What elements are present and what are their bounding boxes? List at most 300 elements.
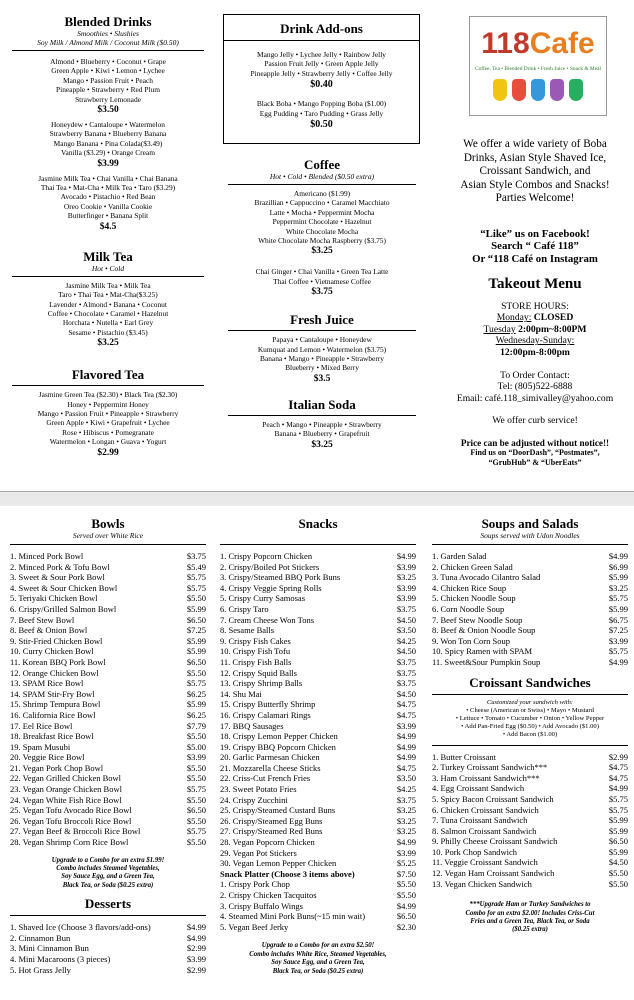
flavor-line: Peach • Mango • Pineapple • Strawberry bbox=[262, 419, 382, 429]
menu-item bbox=[220, 922, 416, 933]
item-price: $6.50 bbox=[396, 911, 416, 922]
item-name: 22. Vegan Grilled Chicken Bowl bbox=[10, 773, 122, 784]
item-name: 16. Crispy Calamari Rings bbox=[220, 709, 311, 720]
item-name: 7. Tuna Croissant Sandwich bbox=[432, 815, 528, 826]
item-price: $3.75 bbox=[396, 603, 416, 614]
item-price: $2.99 bbox=[186, 943, 206, 954]
flavor-line: Strawberry Banana • Blueberry Banana bbox=[49, 129, 167, 139]
item-name: 13. Crispy Shrimp Balls bbox=[220, 678, 303, 689]
menu-item bbox=[10, 731, 206, 742]
phone-number[interactable]: Tel: (805)522-6888 bbox=[497, 381, 573, 393]
flavor-line: Watermelon • Longan • Guava • Yogurt bbox=[49, 437, 167, 447]
menu-item bbox=[432, 773, 628, 784]
menu-item bbox=[432, 836, 628, 847]
item-price: $4.99 bbox=[396, 837, 416, 848]
item-price: $4.75 bbox=[396, 709, 416, 720]
delivery-apps-line-2: “GrubHub” & “UberEats” bbox=[488, 457, 582, 467]
item-price: $3.99 bbox=[608, 635, 628, 646]
item-name: 1. Garden Salad bbox=[432, 551, 487, 561]
item-name: 11. Korean BBQ Pork Bowl bbox=[10, 656, 106, 667]
item-price: $3.99 bbox=[396, 847, 416, 858]
flavor-line: Vanilla ($3.29) • Orange Cream bbox=[61, 148, 155, 158]
menu-item bbox=[432, 879, 628, 890]
item-name: 9. Crispy Fish Cakes bbox=[220, 635, 291, 646]
menu-item bbox=[432, 625, 628, 636]
item-name: 12. Orange Chicken Bowl bbox=[10, 667, 99, 678]
item-price: $5.50 bbox=[186, 773, 206, 784]
flavor-line: Honey • Peppermint Honey bbox=[67, 399, 149, 409]
menu-item bbox=[432, 847, 628, 858]
fresh-juice-title: Fresh Juice bbox=[290, 312, 354, 328]
item-price: $5.50 bbox=[186, 731, 206, 742]
item-name: 18. Crispy Lemon Pepper Chicken bbox=[220, 731, 338, 742]
customize-line: • Cheese (American or Swiss) • Mayo • Mustard bbox=[466, 706, 594, 714]
item-price: $5.99 bbox=[608, 572, 628, 583]
bowls-subtitle: Served over White Rice bbox=[72, 531, 144, 540]
menu-item bbox=[432, 868, 628, 879]
item-price: $5.99 bbox=[608, 825, 628, 836]
blended-drinks-subtitle: Smoothies • Slushies bbox=[77, 29, 139, 38]
divider bbox=[12, 50, 204, 51]
item-price: $4.50 bbox=[396, 614, 416, 625]
item-price: $5.00 bbox=[186, 741, 206, 752]
croissant-combo-note bbox=[432, 901, 628, 935]
menu-item bbox=[220, 721, 416, 732]
item-price: $2.30 bbox=[396, 921, 416, 932]
soups-column bbox=[432, 516, 628, 935]
intro-line: We offer a wide variety of Boba bbox=[463, 138, 607, 150]
item-name: 19. Crispy BBQ Popcorn Chicken bbox=[220, 741, 336, 752]
item-price: $5.50 bbox=[186, 837, 206, 848]
drinks-menu-page bbox=[0, 0, 634, 492]
item-price: $3.99 bbox=[396, 720, 416, 731]
fresh-juice-price: $3.5 bbox=[313, 373, 331, 384]
item-price: $6.99 bbox=[608, 561, 628, 572]
snacks-column bbox=[220, 516, 416, 976]
milk-tea-flavors bbox=[6, 281, 210, 337]
flavor-line: Mango • Passion Fruit • Pineapple • Strawberry bbox=[37, 408, 179, 418]
item-price: $5.50 bbox=[186, 794, 206, 805]
item-name: 9. Philly Cheese Croissant Sandwich bbox=[432, 836, 558, 847]
item-price: $3.99 bbox=[396, 582, 416, 593]
item-name: 8. Salmon Croissant Sandwich bbox=[432, 825, 537, 836]
item-name: 4. Crispy Veggie Spring Rolls bbox=[220, 582, 322, 593]
item-name: 6. Chicken Croissant Sandwich bbox=[432, 804, 539, 815]
item-price: $4.75 bbox=[396, 762, 416, 773]
item-price: $5.50 bbox=[396, 890, 416, 900]
menu-item bbox=[432, 593, 628, 604]
bowls-list bbox=[10, 551, 206, 848]
menu-item bbox=[220, 593, 416, 604]
email-address[interactable]: Email: café.118_simivalley@yahoo.com bbox=[456, 392, 614, 404]
menu-item bbox=[432, 615, 628, 626]
item-name: 11. Veggie Croissant Sandwich bbox=[432, 857, 538, 868]
flavor-line: Mango • Passion Fruit • Peach bbox=[63, 75, 153, 85]
item-name: 3. Tuna Avocado Cilantro Salad bbox=[432, 572, 541, 583]
item-name: 21. Mozzarella Cheese Sticks bbox=[220, 762, 321, 773]
italian-soda-price: $3.25 bbox=[311, 439, 333, 450]
divider bbox=[432, 745, 628, 746]
menu-item bbox=[10, 593, 206, 604]
left-drinks-column bbox=[6, 14, 210, 463]
item-price: $6.75 bbox=[608, 614, 628, 625]
item-name: 4. Sweet & Sour Chicken Bowl bbox=[10, 582, 118, 593]
croissant-title: Croissant Sandwiches bbox=[469, 674, 591, 690]
menu-item bbox=[220, 795, 416, 806]
note-line: Upgrade to a Combo for an extra $2.50! bbox=[261, 942, 375, 950]
flavor-line: Green Apple • Kiwi • Lemon • Lychee bbox=[51, 66, 165, 76]
menu-item bbox=[10, 943, 206, 954]
flavor-line: Jasmine Milk Tea • Milk Tea bbox=[65, 280, 151, 290]
item-price: $7.25 bbox=[608, 625, 628, 636]
item-name: 1. Crispy Pork Chop bbox=[220, 879, 290, 890]
soups-subtitle: Soups served with Udon Noodles bbox=[480, 531, 580, 540]
flavor-line: Papaya • Cantaloupe • Honeydew bbox=[272, 335, 372, 345]
item-price: $5.75 bbox=[608, 593, 628, 604]
menu-item bbox=[432, 815, 628, 826]
menu-item bbox=[220, 858, 416, 869]
blended-group-3 bbox=[6, 174, 210, 221]
item-name: 11. Sweet&Sour Pumpkin Soup bbox=[432, 656, 541, 667]
item-name: 14. SPAM Stir-Fry Bowl bbox=[10, 688, 95, 699]
menu-item bbox=[220, 572, 416, 583]
desserts-list bbox=[10, 922, 206, 975]
divider bbox=[228, 415, 416, 416]
menu-item bbox=[220, 678, 416, 689]
item-price: $6.50 bbox=[186, 656, 206, 667]
divider bbox=[228, 330, 416, 331]
item-name: 20. Veggie Rice Bowl bbox=[10, 752, 85, 763]
item-price: $3.99 bbox=[396, 593, 416, 604]
flavor-line: Americano ($1.99) bbox=[293, 189, 351, 198]
menu-item bbox=[432, 636, 628, 647]
item-price: $3.50 bbox=[396, 625, 416, 636]
flavor-line: Horchata • Nutella • Earl Grey bbox=[62, 318, 154, 328]
coffee-subtitle: Hot • Cold • Blended ($0.50 extra) bbox=[269, 172, 375, 181]
menu-item bbox=[220, 816, 416, 827]
addon-line: Passion Fruit Jelly • Green Apple Jelly bbox=[264, 59, 379, 69]
notice bbox=[440, 438, 630, 468]
item-name: 4. Egg Croissant Sandwich bbox=[432, 783, 525, 794]
flavor-line: Kumquat and Lemon • Watermelon ($3.75) bbox=[257, 344, 387, 354]
coffee-list-1 bbox=[222, 189, 422, 245]
delivery-apps-line-1: Find us on “DoorDash”, “Postmates”, bbox=[470, 448, 600, 458]
divider bbox=[224, 40, 419, 41]
item-name: 5. Chicken Noodle Soup bbox=[432, 593, 516, 604]
item-name: 12. Vegan Ham Croissant Sandwich bbox=[432, 868, 555, 879]
flavor-line: Almond • Blueberry • Coconut • Grape bbox=[50, 57, 166, 66]
item-price: $5.99 bbox=[186, 635, 206, 646]
item-price: $5.50 bbox=[396, 879, 416, 890]
menu-item bbox=[10, 615, 206, 626]
menu-item bbox=[220, 837, 416, 848]
item-name: 3. Mini Cinnamon Bun bbox=[10, 943, 89, 954]
menu-item bbox=[220, 784, 416, 795]
page-gap bbox=[0, 492, 634, 506]
item-name: 2. Turkey Croissant Sandwich*** bbox=[432, 762, 548, 773]
menu-item bbox=[10, 678, 206, 689]
menu-item bbox=[10, 795, 206, 806]
store-hours-title: STORE HOURS: bbox=[501, 301, 569, 312]
item-name: 1. Crispy Popcorn Chicken bbox=[220, 551, 313, 561]
cup-icon bbox=[569, 79, 583, 101]
item-name: 1. Shaved Ice (Choose 3 flavors/add-ons) bbox=[10, 922, 151, 933]
blended-group-2-price: $3.99 bbox=[97, 158, 119, 169]
snacks-list bbox=[220, 551, 416, 869]
intro-line: Asian Style Combos and Snacks! bbox=[460, 178, 610, 191]
divider bbox=[12, 276, 204, 277]
item-name: 26. Crispy/Steamed Egg Buns bbox=[220, 815, 323, 826]
customize-line: • Lettuce • Tomato • Cucumber • Onion • Yellow Pepper bbox=[455, 714, 605, 722]
hours-value: 2:00pm~8:00PM bbox=[515, 323, 587, 335]
item-name: 11. Crispy Fish Balls bbox=[220, 656, 292, 667]
menu-item bbox=[10, 933, 206, 944]
flavored-tea-title: Flavored Tea bbox=[71, 367, 145, 383]
item-price: $3.25 bbox=[396, 826, 416, 837]
menu-item bbox=[10, 646, 206, 657]
facebook-like-link[interactable]: “Like” us on Facebook! bbox=[480, 227, 590, 240]
menu-item bbox=[10, 826, 206, 837]
item-name: 4. Mini Macaroons (3 pieces) bbox=[10, 954, 111, 965]
item-name: 8. Beef & Onion Noodle Soup bbox=[432, 625, 536, 636]
soups-list bbox=[432, 551, 628, 668]
bowls-title: Bowls bbox=[91, 516, 125, 531]
item-name: 3. Ham Croissant Sandwich*** bbox=[432, 772, 540, 783]
item-price: $5.99 bbox=[186, 646, 206, 657]
note-line: Fries and a Green Tea, Black Tea, or Soda bbox=[470, 918, 590, 926]
croissant-customize bbox=[432, 699, 628, 740]
item-price: $4.99 bbox=[396, 731, 416, 742]
item-name: 17. Eel Rice Bowl bbox=[10, 720, 73, 731]
note-line: Combo includes Steamed Vegetables, bbox=[56, 865, 160, 873]
croissant-list bbox=[432, 752, 628, 890]
item-name: 3. Crispy Buffalo Wings bbox=[220, 900, 303, 911]
item-price: $4.99 bbox=[396, 551, 416, 561]
menu-item bbox=[220, 901, 416, 912]
hours-weekend-label: Wednesday-Sunday: bbox=[495, 335, 575, 347]
item-price: $4.99 bbox=[186, 922, 206, 933]
flavor-line: Latte • Mocha • Peppermint Mocha bbox=[269, 207, 375, 217]
item-price: $5.50 bbox=[186, 815, 206, 826]
item-name: 16. California Rice Bowl bbox=[10, 709, 96, 720]
hours-value: CLOSED bbox=[531, 312, 574, 324]
divider bbox=[10, 544, 206, 545]
item-name: 10. Spicy Ramen with SPAM bbox=[432, 646, 533, 657]
flavor-line: Banana • Mango • Pineapple • Strawberry bbox=[260, 354, 384, 364]
flavor-line: White Chocolate Mocha Raspberry ($3.75) bbox=[258, 236, 386, 246]
note-line: ***Upgrade Ham or Turkey Sandwiches to bbox=[469, 901, 591, 909]
menu-item bbox=[432, 604, 628, 615]
item-price: $5.99 bbox=[608, 846, 628, 857]
menu-item bbox=[10, 773, 206, 784]
addon-line: Black Boba • Mango Popping Boba ($1.00) bbox=[256, 99, 387, 109]
snacks-title: Snacks bbox=[298, 516, 338, 531]
item-name: 8. Beef & Onion Bowl bbox=[10, 625, 88, 636]
addon-line: Egg Pudding • Taro Pudding • Grass Jelly bbox=[259, 108, 384, 118]
item-name: 2. Crispy/Boiled Pot Stickers bbox=[220, 561, 320, 572]
addons-jelly-price: $0.40 bbox=[310, 79, 333, 91]
addons-jelly-list bbox=[224, 50, 419, 78]
menu-item bbox=[220, 879, 416, 890]
divider bbox=[220, 544, 416, 545]
item-price: $5.99 bbox=[608, 815, 628, 826]
menu-item bbox=[220, 699, 416, 710]
item-price: $5.50 bbox=[186, 667, 206, 678]
menu-item bbox=[220, 604, 416, 615]
item-price: $4.25 bbox=[396, 784, 416, 795]
flavor-line: Banana • Blueberry • Grapefruit bbox=[274, 429, 370, 439]
menu-item bbox=[220, 636, 416, 647]
item-name: 9. Stir-Fried Chicken Bowl bbox=[10, 635, 103, 646]
flavor-line: Lavender • Almond • Banana • Coconut bbox=[49, 299, 167, 309]
contact-info bbox=[440, 370, 630, 404]
menu-item bbox=[220, 657, 416, 668]
item-name: 10. Curry Chicken Bowl bbox=[10, 646, 94, 657]
price-notice: Price can be adjusted without notice!! bbox=[460, 437, 610, 448]
customize-line: • Add Bacon ($1.00) bbox=[502, 731, 558, 739]
milk-tea-subtitle: Hot • Cold bbox=[91, 263, 125, 273]
item-name: 3. Crispy/Steamed BBQ Pork Buns bbox=[220, 572, 341, 583]
note-line: Soy Sauce Egg, and a Green Tea, bbox=[61, 873, 155, 881]
menu-item bbox=[10, 668, 206, 679]
item-name: Snack Platter (Choose 3 items above) bbox=[220, 868, 355, 879]
item-name: 15. Shrimp Tempura Bowl bbox=[10, 699, 101, 710]
menu-item bbox=[220, 911, 416, 922]
item-name: 15. Crispy Butterfly Shrimp bbox=[220, 699, 316, 710]
item-price: $4.99 bbox=[186, 932, 206, 943]
item-price: $4.75 bbox=[608, 762, 628, 773]
intro-line: Parties Welcome! bbox=[495, 192, 575, 204]
item-name: 30. Vegan Lemon Pepper Chicken bbox=[220, 858, 337, 869]
item-name: 26. Vegan Tofu Broccoli Rice Bowl bbox=[10, 815, 132, 826]
item-price: $5.75 bbox=[186, 582, 206, 593]
flavor-line: Blueberry • Mixed Berry bbox=[285, 363, 359, 373]
item-name: 2. Cinnamon Bun bbox=[10, 932, 71, 943]
menu-item bbox=[432, 794, 628, 805]
item-price: $5.75 bbox=[186, 572, 206, 583]
flavor-line: Thai Tea • Mat-Cha • Milk Tea • Taro ($3.29) bbox=[40, 183, 176, 193]
facebook-search-text: Search “ Café 118” bbox=[491, 240, 579, 252]
desserts-title: Desserts bbox=[84, 896, 132, 912]
flavor-line: Jasmine Green Tea ($2.30) • Black Tea ($2.30) bbox=[38, 390, 178, 400]
day-label: Monday: bbox=[496, 312, 532, 324]
snack-platter-row bbox=[220, 869, 416, 880]
menu-item bbox=[432, 762, 628, 773]
menu-item bbox=[10, 551, 206, 562]
flavor-line: Sesame • Pistachio ($3.45) bbox=[68, 327, 148, 337]
menu-item bbox=[432, 562, 628, 573]
flavor-line: Chai Ginger • Chai Vanilla • Green Tea Latte bbox=[255, 267, 389, 277]
menu-item bbox=[10, 837, 206, 848]
item-name: 2. Chicken Green Salad bbox=[432, 561, 513, 572]
flavor-line: Avocado • Pistachio • Red Bean bbox=[60, 192, 156, 202]
logo-number: 118 bbox=[481, 27, 530, 60]
menu-item bbox=[10, 816, 206, 827]
item-price: $2.99 bbox=[608, 751, 628, 762]
item-name: 1. Butter Croissant bbox=[432, 751, 496, 762]
snack-platter bbox=[220, 869, 416, 880]
item-name: 23. Sweet Potato Fries bbox=[220, 784, 297, 795]
item-name: 13. SPAM Rice Bowl bbox=[10, 678, 84, 689]
item-price: $4.99 bbox=[396, 741, 416, 752]
flavor-line: Strawberry Lemonade bbox=[75, 94, 141, 104]
item-name: 18. Breakfast Rice Bowl bbox=[10, 731, 94, 742]
item-name: 25. Vegan Tofu Avocado Rice Bowl bbox=[10, 805, 132, 816]
cup-icon bbox=[550, 79, 564, 101]
coffee-list-2 bbox=[222, 267, 422, 286]
menu-item bbox=[10, 752, 206, 763]
customize-heading: Customized your sandwich with: bbox=[486, 698, 574, 706]
menu-item bbox=[432, 826, 628, 837]
item-name: 4. Chicken Rice Soup bbox=[432, 582, 507, 593]
item-price: $5.75 bbox=[186, 678, 206, 689]
item-price: $3.99 bbox=[186, 752, 206, 763]
item-name: 4. Steamed Mini Pork Buns(~15 min wait) bbox=[220, 911, 366, 922]
item-price: $5.75 bbox=[608, 793, 628, 804]
item-name: 29. Vegan Pot Stickers bbox=[220, 847, 297, 858]
item-price: $5.50 bbox=[608, 878, 628, 889]
blended-group-3-price: $4.5 bbox=[99, 221, 117, 232]
snacks-more-list bbox=[220, 879, 416, 932]
note-line: Soy Sauce Egg, and a Green Tea, bbox=[271, 959, 365, 967]
item-name: 6. Corn Noodle Soup bbox=[432, 603, 505, 614]
social-links bbox=[440, 228, 630, 266]
flavor-line: Mango Banana • Pina Colada($3.49) bbox=[53, 138, 163, 148]
item-price: $5.50 bbox=[186, 593, 206, 604]
hours-weekend-value: 12:00pm-8:00pm bbox=[500, 346, 570, 358]
menu-item bbox=[432, 857, 628, 868]
menu-item bbox=[220, 890, 416, 901]
menu-item bbox=[220, 689, 416, 700]
menu-item bbox=[10, 636, 206, 647]
item-price: $5.99 bbox=[186, 699, 206, 710]
flavored-tea-flavors bbox=[6, 390, 210, 446]
blended-group-1 bbox=[6, 57, 210, 104]
item-name: 6. Crispy/Grilled Salmon Bowl bbox=[10, 603, 117, 614]
instagram-link[interactable]: Or “118 Café on Instagram bbox=[472, 252, 598, 265]
item-price: $3.25 bbox=[608, 582, 628, 593]
item-name: 7. Cream Cheese Won Tons bbox=[220, 614, 315, 625]
divider bbox=[432, 694, 628, 695]
logo-word: Cafe bbox=[529, 27, 595, 60]
italian-soda-title: Italian Soda bbox=[288, 396, 356, 412]
menu-item bbox=[10, 805, 206, 816]
menu-item bbox=[10, 710, 206, 721]
menu-item bbox=[220, 615, 416, 626]
customize-line: • Add Pan-Fried Egg ($0.50) • Add Avocado ($1.00) bbox=[461, 723, 599, 731]
item-price: $5.50 bbox=[186, 762, 206, 773]
item-price: $3.99 bbox=[186, 954, 206, 965]
item-name: 1. Minced Pork Bowl bbox=[10, 551, 84, 561]
item-name: 8. Sesame Balls bbox=[220, 625, 275, 636]
item-price: $5.75 bbox=[186, 784, 206, 795]
menu-item bbox=[10, 721, 206, 732]
menu-item bbox=[432, 583, 628, 594]
flavor-line: Butterfinger • Banana Split bbox=[67, 211, 149, 221]
item-price: $5.50 bbox=[608, 868, 628, 879]
item-name: 23. Vegan Orange Chicken Bowl bbox=[10, 784, 122, 795]
item-price: $3.25 bbox=[396, 815, 416, 826]
note-line: ($0.25 extra) bbox=[512, 926, 548, 934]
item-price: $5.75 bbox=[608, 804, 628, 815]
item-price: $7.79 bbox=[186, 720, 206, 731]
menu-item bbox=[10, 763, 206, 774]
menu-item bbox=[10, 954, 206, 965]
fresh-juice-list bbox=[222, 335, 422, 373]
menu-item bbox=[10, 699, 206, 710]
item-price: $4.25 bbox=[396, 635, 416, 646]
item-price: $3.75 bbox=[396, 678, 416, 689]
